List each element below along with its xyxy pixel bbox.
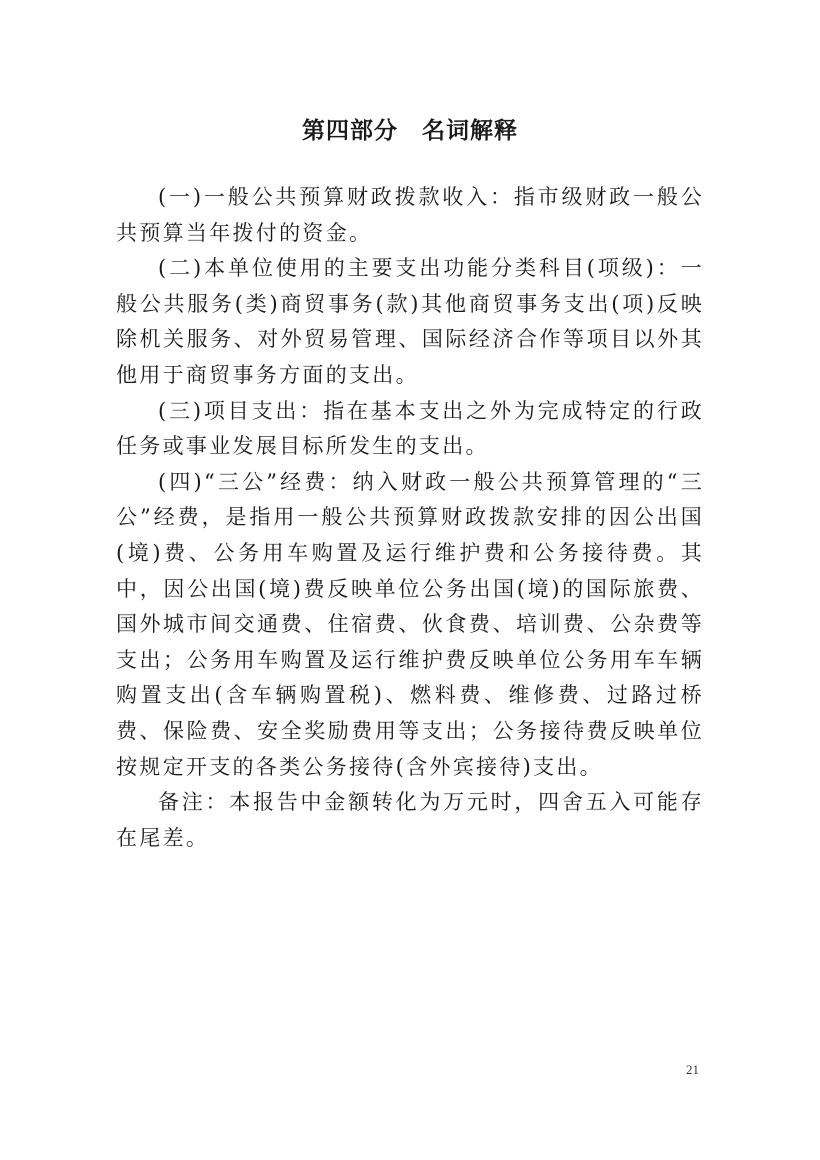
definition-paragraph-4: (四)“三公”经费：纳入财政一般公共预算管理的“三公”经费，是指用一般公共预算财政拨款安排的因公出国(境)费、公务用车购置及运行维护费和公务接待费。其中，因公出国(境)费反映单位公务出国(境)的国际旅费、国外城市间交通费、住宿费、伙食费、培训费、公杂费等支出；公务用车购置及运行维护费反映单位公务用车车辆购置支出(含车辆购置税)、燃料费、维修费、过路过桥费、保险费、安全奖励费用等支出；公务接待费反映单位按规定开支的各类公务接待(含外宾接待)支出。 <box>116 469 704 779</box>
definition-paragraph-1: (一)一般公共预算财政拨款收入：指市级财政一般公共预算当年拨付的资金。 <box>116 185 704 245</box>
note-paragraph: 备注：本报告中金额转化为万元时，四舍五入可能存在尾差。 <box>116 790 704 850</box>
definition-paragraph-3: (三)项目支出：指在基本支出之外为完成特定的行政任务或事业发展目标所发生的支出。 <box>116 398 704 459</box>
body-text <box>116 180 704 856</box>
section-title: 第四部分 名词解释 <box>302 118 518 144</box>
definition-paragraph-2: (二)本单位使用的主要支出功能分类科目(项级)：一般公共服务(类)商贸事务(款)其他商贸事务支出(项)反映除机关服务、对外贸易管理、国际经济合作等项目以外其他用于商贸事务方面的支出。 <box>116 256 704 387</box>
page-number: 21 <box>686 1062 699 1077</box>
